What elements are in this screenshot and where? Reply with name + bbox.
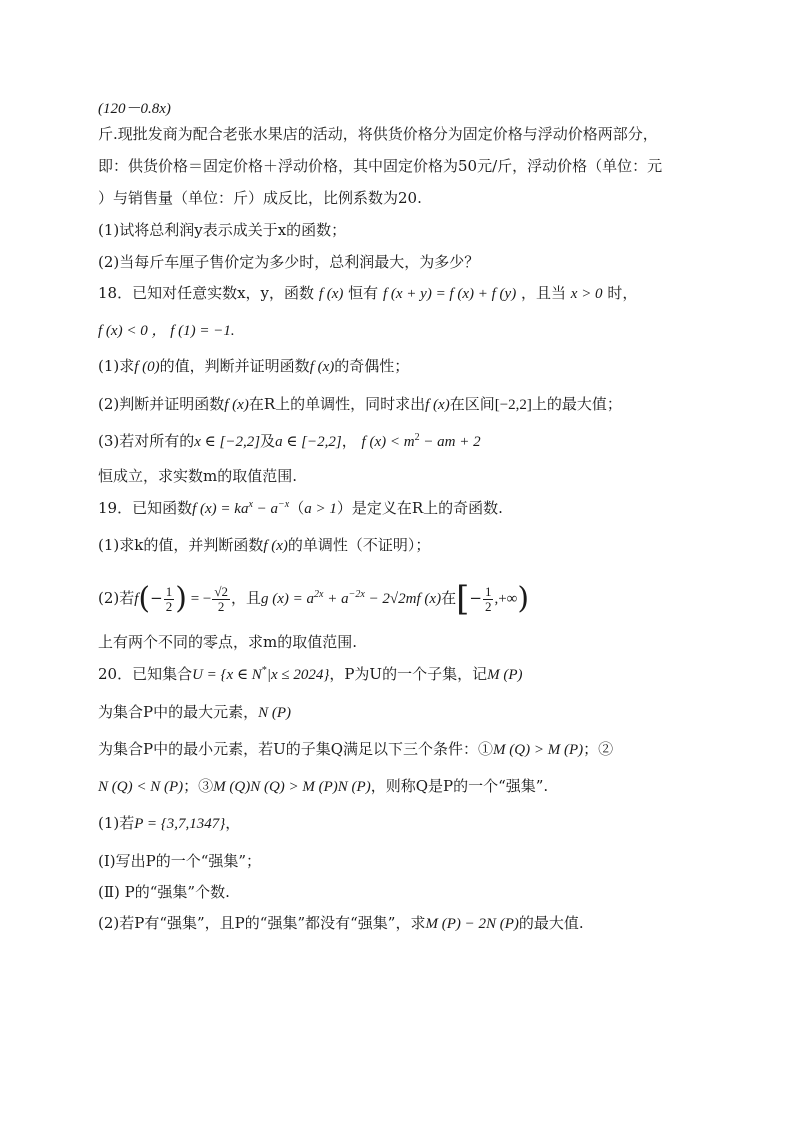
problem-text-line: 即：供货价格＝固定价格＋浮动价格，其中固定价格为50元/斤，浮动价格（单位：元 (98, 157, 663, 175)
fraction: $\frac{1}{2}$ (484, 583, 492, 614)
subquestion-1: (1)试将总利润y表示成关于x的函数； (98, 221, 347, 239)
problem-text-line: ）与销售量（单位：斤）成反比，比例系数为20. (98, 189, 422, 207)
fraction: $\frac{√2}{2}$ (214, 583, 228, 614)
question-18-condition: f (x) < 0 ， f (1) = −1. (98, 323, 235, 339)
q19-subquestion-1: (1)求k的值，并判断函数f (x)的单调性（不证明）； (98, 536, 431, 554)
question-18-stem: 18．已知对任意实数x，y，函数 f (x) 恒有 f (x + y) = f (x) + f (y) ，且当 x > 0 时， (98, 284, 638, 302)
question-20-stem: 20．已知集合U = {x ∈ N*|x ≤ 2024}，P为U的一个子集，记M (P) (98, 665, 523, 683)
fraction: $\frac{1}{2}$ (165, 583, 173, 614)
q20-subquestion-1: (1)若P = {3,7,1347}， (98, 814, 241, 832)
problem-text-line: 斤.现批发商为配合老张水果店的活动，将供货价格分为固定价格与浮动价格两部分， (98, 125, 658, 143)
q18-subquestion-2: (2)判断并证明函数f (x)在R上的单调性，同时求出f (x)在区间[−2,2]上的最大值； (98, 395, 622, 413)
q18-subquestion-3: (3)若对所有的x ∈ [−2,2]及a ∈ [−2,2]， f $(x) < m^2$ − am + 2 (98, 432, 481, 450)
q20-subquestion-2: (2)若P有“强集”，且P的“强集”都没有“强集”，求M (P) − 2N (P)的最大值. (98, 914, 584, 932)
q20-subquestion-1-ii: (Ⅱ) P的“强集”个数. (98, 883, 230, 901)
subquestion-2: (2)当每斤车厘子售价定为多少时，总利润最大，为多少？ (98, 253, 480, 271)
question-20-def-2: 为集合P中的最小元素，若U的子集Q满足以下三个条件：①M (Q) > M (P)；② (98, 740, 614, 758)
question-20-def-1: 为集合P中的最大元素，N (P) (98, 703, 292, 721)
q18-subquestion-3-tail: 恒成立，求实数m的取值范围. (98, 467, 297, 485)
expression-line: (120－0.8x) (98, 101, 171, 117)
q18-subquestion-1: (1)求f (0)的值，判断并证明函数f (x)的奇偶性； (98, 357, 410, 375)
question-19-stem: 19．已知函数f $(x) = ka^x - a^{-x}(a > 1)$是定义在R上的奇函数. (98, 499, 503, 517)
question-20-def-3: N (Q) < N (P)；③M (Q)N (Q) > M (P)N (P)，则称Q是P的一个“强集”. (98, 777, 549, 795)
q19-subquestion-2: (2)若f(− $\frac{1}{2}$ ) = − $\frac{√2}{2}$ ，且g $(x) = a^{2x} + a^{-2x} - 2√2mf$ (x)在[− $\frac{1}{2}$ ,+∞) (98, 579, 530, 619)
q20-subquestion-1-i: (Ⅰ)写出P的一个“强集”； (98, 852, 262, 870)
q19-subquestion-2-tail: 上有两个不同的零点，求m的取值范围. (98, 633, 357, 651)
